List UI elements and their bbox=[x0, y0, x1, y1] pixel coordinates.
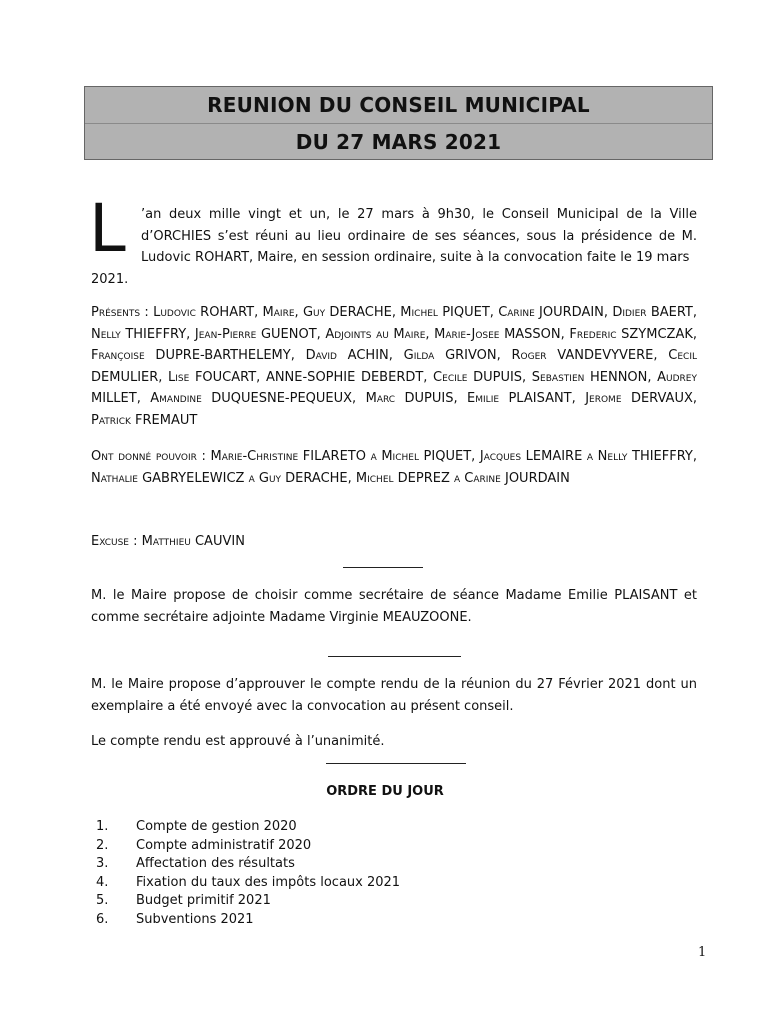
agenda-item-number: 2. bbox=[96, 837, 109, 853]
agenda-item-label: Compte de gestion 2020 bbox=[136, 819, 297, 834]
agenda-item-label: Compte administratif 2020 bbox=[136, 837, 312, 853]
agenda-item-number: 3. bbox=[96, 856, 109, 871]
intro-paragraph: ’an deux mille vingt et un, le 27 mars à 9h30, le Conseil Municipal de la Ville d’ORCHIES s’est réuni au lieu ordinaire de ses séances, sous la présidence de M. Ludovic ROHART, Maire, en session ordinaire, suite à la convocation faite le 19 mars bbox=[141, 207, 697, 265]
separator-2 bbox=[328, 656, 461, 657]
agenda-item-label: Affectation des résultats bbox=[136, 856, 295, 871]
page-number: 1 bbox=[698, 945, 707, 960]
agenda-item-label: Subventions 2021 bbox=[136, 911, 254, 927]
agenda-item bbox=[96, 874, 400, 893]
agenda-item-label: Budget primitif 2021 bbox=[136, 893, 271, 908]
compte-rendu-paragraph: M. le Maire propose d’approuver le compte rendu de la réunion du 27 Février 2021 dont un exemplaire a été envoyé avec la convocation au présent conseil. bbox=[91, 677, 697, 714]
agenda-item bbox=[96, 837, 400, 856]
secretaire-paragraph: M. le Maire propose de choisir comme secrétaire de séance Madame Emilie PLAISANT et comme secrétaire adjointe Madame Virginie MEAUZOONE. bbox=[91, 588, 697, 625]
title-box bbox=[84, 86, 713, 160]
title-line-1: REUNION DU CONSEIL MUNICIPAL bbox=[207, 93, 590, 117]
agenda-list bbox=[96, 818, 400, 929]
approuve-line: Le compte rendu est approuvé à l’unanimité. bbox=[91, 734, 385, 749]
agenda-item bbox=[96, 892, 400, 911]
ordre-du-jour-heading: ORDRE DU JOUR bbox=[326, 784, 444, 799]
agenda-item-number: 4. bbox=[96, 874, 109, 890]
separator-1 bbox=[343, 567, 423, 568]
agenda-item-label: Fixation du taux des impôts locaux 2021 bbox=[136, 874, 401, 890]
separator-3 bbox=[326, 763, 466, 764]
title-line-2: DU 27 MARS 2021 bbox=[85, 123, 712, 160]
agenda-item bbox=[96, 855, 400, 874]
excuse-line: Excuse : Matthieu CAUVIN bbox=[91, 534, 245, 549]
pouvoirs-paragraph: Ont donné pouvoir : Marie-Christine FILARETO a Michel PIQUET, Jacques LEMAIRE a Nelly THIEFFRY, Nathalie GABRYELEWICZ a Guy DERACHE, Michel DEPREZ a Carine JOURDAIN bbox=[91, 449, 697, 486]
agenda-item-number: 6. bbox=[96, 911, 109, 927]
agenda-item-number: 5. bbox=[96, 893, 109, 908]
drop-cap: L bbox=[89, 190, 126, 267]
intro-tail: 2021. bbox=[91, 272, 129, 287]
presents-paragraph: Présents : Ludovic ROHART, Maire, Guy DERACHE, Michel PIQUET, Carine JOURDAIN, Didier BAERT, Nelly THIEFFRY, Jean-Pierre GUENOT, Adjoints au Maire, Marie-Josee MASSON, Frederic SZYMCZAK, Françoise DUPRE-BARTHELEMY, David ACHIN, Gilda GRIVON, Roger VANDEVYVERE, Cecil DEMULIER, Lise FOUCART, ANNE-SOPHIE DEBERDT, Cecile DUPUIS, Sebastien HENNON, Audrey MILLET, Amandine DUQUESNE-PEQUEUX, Marc DUPUIS, Emilie PLAISANT, Jerome DERVAUX, Patrick FREMAUT bbox=[91, 305, 697, 428]
agenda-item-number: 1. bbox=[96, 819, 109, 834]
agenda-item bbox=[96, 911, 400, 930]
agenda-item bbox=[96, 818, 400, 837]
